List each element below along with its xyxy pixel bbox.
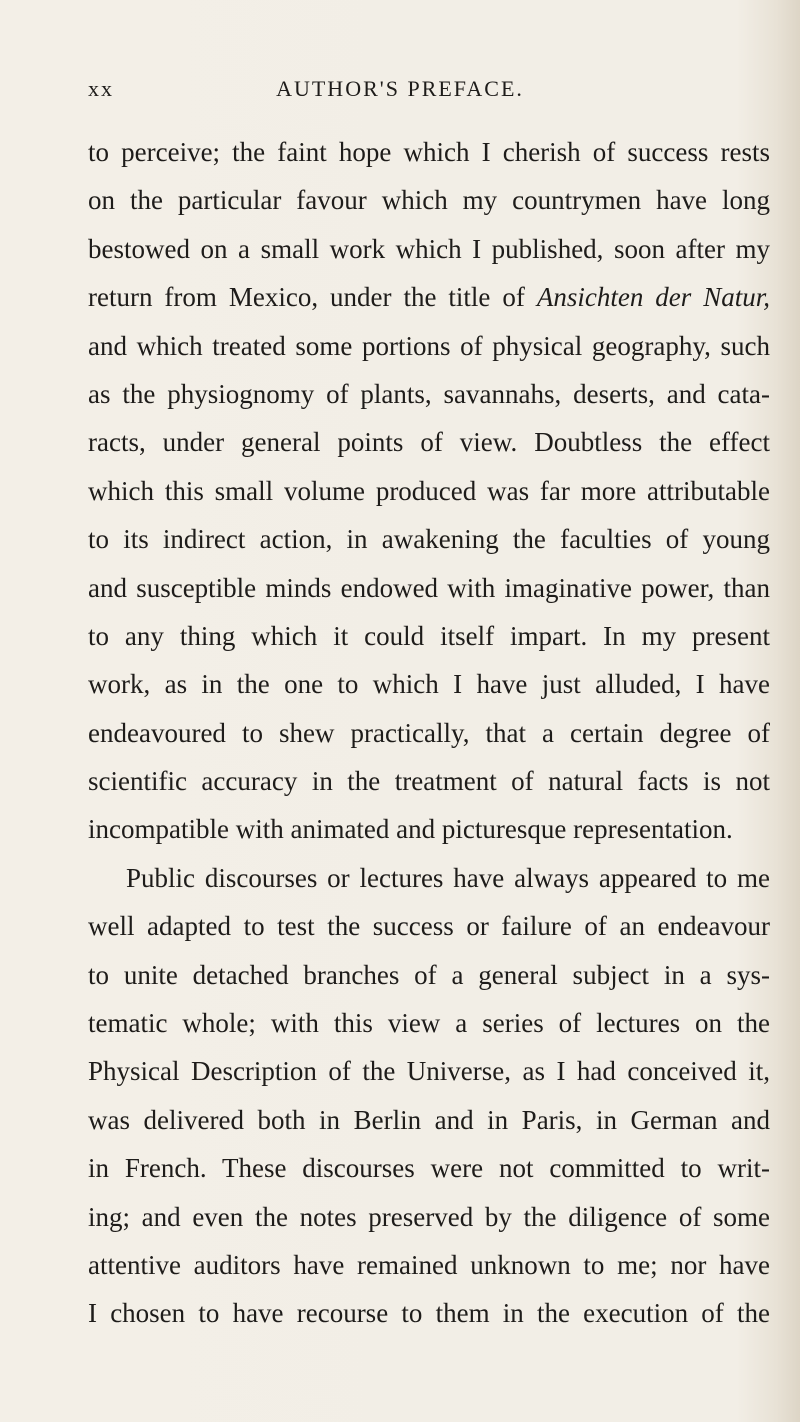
text-line: to its indirect action, in awakening the faculties of young [88, 524, 770, 555]
text-line: to any thing which it could itself impart. In my present [88, 620, 770, 651]
text-line: to perceive; the faint hope which I cherish of success rests [88, 137, 770, 167]
text-line: scientific accuracy in the treatment of natural facts is not [88, 766, 770, 797]
page-number: xx [88, 76, 114, 101]
paragraph-start-line: Public discourses or lectures have always appeared to me [126, 862, 770, 893]
text-line: Physical Description of the Universe, as I had conceived it, [88, 1056, 770, 1087]
book-title-italic: Ansichten der Natur, [536, 282, 770, 313]
text-line: racts, under general points of view. Doubtless the effect [88, 427, 770, 458]
page-header [88, 76, 712, 110]
text-line: as the physiognomy of plants, savannahs, deserts, and cata- [88, 378, 770, 409]
text-line: to unite detached branches of a general subject in a sys- [88, 959, 770, 990]
text-line: on the particular favour which my countrymen have long [88, 185, 770, 216]
text-line: well adapted to test the success or failure of an endeavour [88, 911, 770, 942]
text-line: and susceptible minds endowed with imaginative power, than [88, 572, 770, 603]
text-line: endeavoured to shew practically, that a certain degree of [88, 717, 770, 748]
text-line [88, 273, 770, 321]
text-line: I chosen to have recourse to them in the execution of the [88, 1298, 770, 1329]
text-line: and which treated some portions of physical geography, such [88, 330, 770, 361]
text-line: attentive auditors have remained unknown to me; nor have [88, 1249, 770, 1280]
body-text [88, 128, 770, 1338]
text-line: bestowed on a small work which I published, soon after my [88, 233, 770, 264]
text-line: incompatible with animated and picturesque representation. [88, 814, 733, 845]
text-line: work, as in the one to which I have just alluded, I have [88, 669, 770, 700]
text-line: ing; and even the notes preserved by the diligence of some [88, 1201, 770, 1232]
text-line: in French. These discourses were not committed to writ- [88, 1153, 770, 1184]
running-title: AUTHOR'S PREFACE. [276, 76, 524, 101]
text-line: was delivered both in Berlin and in Paris, in German and [88, 1104, 770, 1135]
text-line: which this small volume produced was far more attributable [88, 475, 770, 506]
text-line: tematic whole; with this view a series of lectures on the [88, 1008, 770, 1039]
text-segment: return from Mexico, under the title of [88, 282, 525, 313]
